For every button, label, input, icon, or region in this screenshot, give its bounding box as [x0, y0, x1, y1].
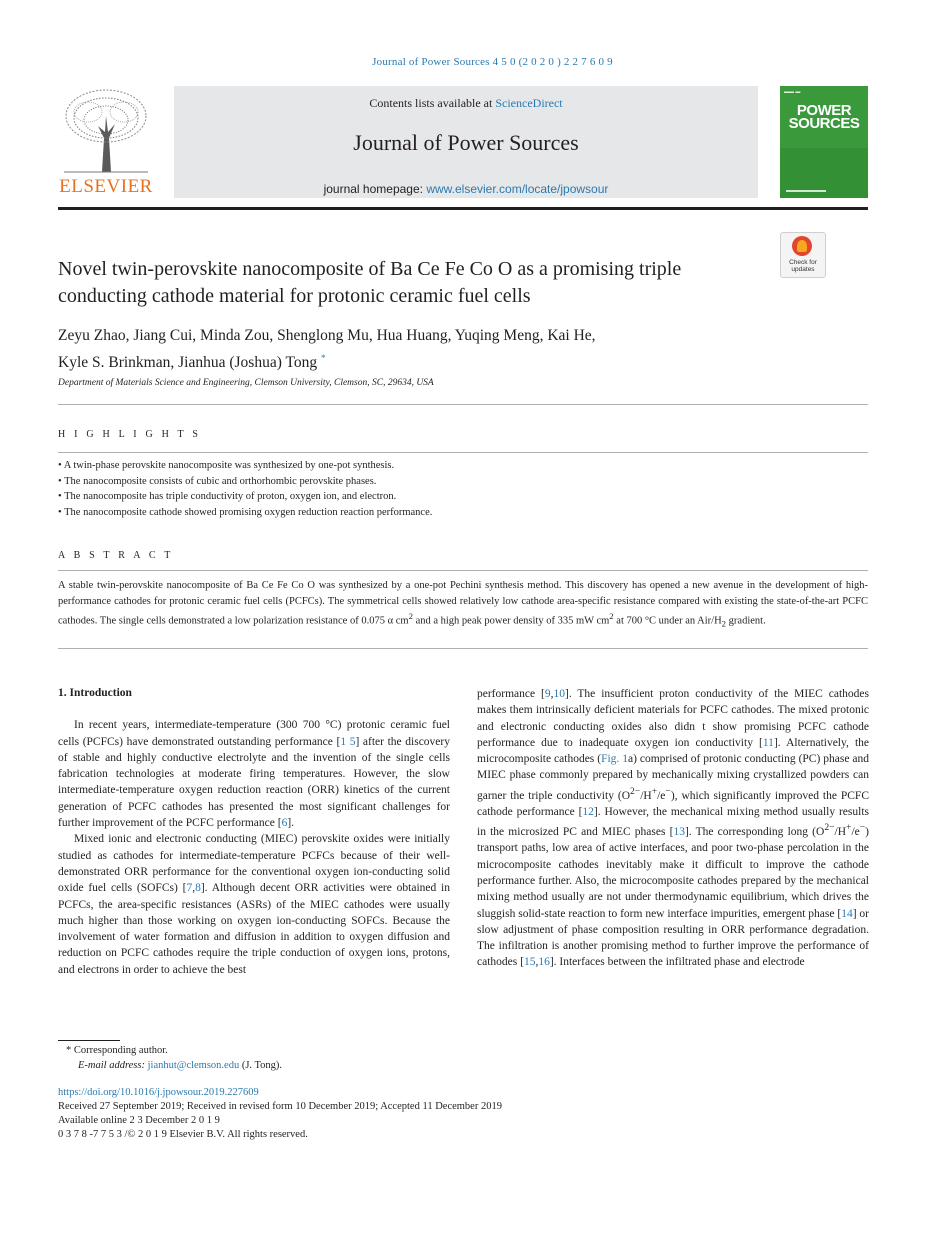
elsevier-wordmark: ELSEVIER	[59, 176, 153, 197]
citation-link[interactable]: 6	[281, 817, 288, 830]
citation-link[interactable]: 10	[553, 688, 565, 700]
corresponding-author-footnote	[66, 1044, 168, 1058]
email-label: E-mail address:	[78, 1060, 145, 1071]
sup-proton-2: +	[846, 822, 852, 834]
intro-r-i: ]. The corresponding long (O	[684, 826, 825, 839]
citation-link[interactable]: 15	[523, 956, 536, 969]
citation-link[interactable]: 12	[582, 805, 594, 818]
article-title: Novel twin-perovskite nanocomposite of Ba Ce Fe Co O as a promising triple conducting cathode material for protonic ceramic fuel cells	[58, 258, 682, 307]
body-right-column	[477, 686, 869, 971]
email-footnote	[78, 1059, 282, 1073]
intro-r-c: ]. Alternatively, the microcomposite cathodes (	[477, 736, 870, 766]
authors-line-1: Zeyu Zhao, Jiang Cui, Minda Zou, Shenglong Mu, Hua Huang, Yuqing Meng, Kai He,	[58, 327, 596, 344]
abstract-label: A B S T R A C T	[58, 550, 174, 561]
figure-link[interactable]: Fig. 1	[601, 753, 628, 766]
available-online: Available online 2 3 December 2 0 1 9	[58, 1115, 220, 1126]
highlight-text-3: The nanocomposite has triple conductivity of proton, oxygen ion, and electron.	[64, 491, 397, 503]
title-divider	[58, 404, 868, 405]
sup-oxide: 2−	[630, 785, 641, 797]
footnote-text: Corresponding author.	[73, 1045, 168, 1056]
sup-electron-2: −	[859, 822, 866, 834]
highlight-text-4: The nanocomposite cathode showed promising oxygen reduction reaction performance.	[64, 507, 433, 519]
intro-r-n: ]. Interfaces between the infiltrated phase and electrode	[549, 956, 805, 969]
intro-r-d: a) comprised of protonic conducting (PC) phase and MIEC phase commonly prepared by mechanically mixing crystallized powders can garner the triple conductivity (O	[477, 753, 869, 802]
introduction-heading: 1. Introduction	[58, 687, 132, 699]
intro-r-e: /H	[640, 789, 652, 802]
citation-link[interactable]: 16	[538, 956, 550, 969]
highlight-item: • The nanocomposite cathode showed promising oxygen reduction reaction performance.	[58, 507, 433, 519]
journal-cover-thumbnail[interactable]	[780, 86, 868, 198]
abstract-sup-2: 2	[609, 611, 614, 621]
intro-paragraph-2: Mixed ionic and electronic conducting (MIEC) perovskite oxides were initially studied as cathodes for intermediate-temperature PCFCs because of their well-demonstrated ORR performance for the conventional oxygen ion-conducting solid oxide fuel cells (SOFCs) [7,8]. Although decent ORR activities were obtained in PCFCs, the area-specific resistances (ASRs) of the MIEC cathodes were usually much higher than those working on oxygen ion-conducting SOFCs. Because the involvement of water formation and diffusion in addition to oxygen diffusion and reduction on PCFC cathodes require the triple conduction of oxygen ions, protons, and electrons in order to achieve the best	[58, 833, 451, 976]
corresponding-author-mark[interactable]: *	[320, 353, 326, 363]
footnote-mark: *	[66, 1045, 72, 1056]
intro-r-b: ]. The insufficient proton conductivity of the MIEC cathodes makes them intrinsically deficient materials for PCFC cathodes. The mixed protonic and electronic conducting oxides also didn t show promising PCFC cathode performance due to inadequate oxygen ion conductivity [	[477, 688, 869, 749]
journal-reference-link[interactable]: Journal of Power Sources 4 5 0 (2 0 2 0 ) 2 2 7 6 0 9	[372, 56, 613, 68]
intro-r-m: ] or slow adjustment of phase composition resulting in ORR performance degradation. The infiltration is another promising method to further improve the performance of cathodes [	[477, 907, 869, 969]
highlight-item: • The nanocomposite has triple conductivity of proton, oxygen ion, and electron.	[58, 491, 397, 503]
affiliation: Department of Materials Science and Engineering, Clemson University, Clemson, SC, 29634, USA	[58, 378, 434, 388]
intro-r-j: /H	[834, 826, 847, 839]
citation-link[interactable]: 8	[195, 882, 201, 895]
journal-homepage-link[interactable]: www.elsevier.com/locate/jpowsour	[426, 182, 609, 196]
highlight-text-1: A twin-phase perovskite nanocomposite was synthesized by one-pot synthesis.	[63, 460, 395, 471]
intro-r-g: ), which significantly improved the PCFC cathode performance [	[477, 789, 869, 818]
author-list	[58, 325, 758, 374]
check-updates-icon	[792, 236, 812, 256]
citation-link[interactable]: 1 5	[340, 735, 356, 748]
abstract-part-4: gradient.	[726, 615, 766, 627]
sup-oxide-2: 2−	[824, 822, 835, 834]
citation-link[interactable]: 9	[544, 688, 551, 700]
check-for-updates-badge[interactable]	[780, 232, 826, 278]
intro-p2-b: ]. Although decent ORR activities were obtained in PCFCs, the area-specific resistances (ASRs) of the MIEC cathodes were usually much higher than those working on oxygen ion-conducting SOFCs. Because the involvement of water formation and diffusion in addition to oxygen diffusion and reduction on PCFC cathodes require the triple conduction of oxygen ions, protons, and electrons in order to achieve the best	[58, 882, 451, 976]
sup-proton: +	[651, 785, 658, 797]
abstract-sup-1: 2	[408, 611, 413, 621]
abstract-divider	[58, 570, 868, 571]
citation-link[interactable]: 14	[841, 907, 853, 920]
citation-link[interactable]: 7	[186, 882, 193, 895]
citation-link[interactable]: 13	[673, 826, 685, 839]
email-suffix: (J. Tong).	[239, 1060, 283, 1071]
intro-p1-b: ] after the discovery of stable and highly conductive electrolyte and the invention of the single cells fabrication technologies at moderate firing temperatures. However, the slow intermediate-temperature oxygen reduction reaction (ORR) kinetics of the current generation of PCFC cathodes has presented the most significant challenges for further improvement of the PCFC performance [	[58, 735, 450, 830]
homepage-prefix: journal homepage:	[323, 182, 427, 196]
journal-masthead	[58, 86, 868, 198]
highlight-item: • A twin-phase perovskite nanocomposite was synthesized by one-pot synthesis.	[58, 460, 395, 471]
elsevier-tree-icon	[58, 86, 154, 174]
sciencedirect-link[interactable]: ScienceDirect	[495, 96, 563, 110]
citation-link[interactable]: 11	[762, 736, 774, 749]
contents-available-line	[174, 96, 758, 111]
email-link[interactable]: jianhut@clemson.edu	[147, 1060, 240, 1071]
abstract-text	[58, 578, 868, 632]
intro-p1-c: ].	[287, 817, 295, 830]
copyright: 0 3 7 8 -7 7 5 3 /© 2 0 1 9 Elsevier B.V. All rights reserved.	[58, 1129, 308, 1140]
body-left-column	[58, 685, 450, 978]
doi-link[interactable]: https://doi.org/10.1016/j.jpowsour.2019.227609	[58, 1087, 259, 1098]
intro-p1-a: In recent years, intermediate-temperature (300 700 °C) protonic ceramic fuel cells (PCFCs) have demonstrated outstanding performance [	[58, 719, 450, 748]
abstract-part-3: at 700 °C under an Air/H	[613, 615, 722, 627]
cover-header-marks: ▬▬ ▬	[784, 89, 801, 95]
sup-electron: −	[665, 785, 671, 797]
intro-r-h: ]. However, the mechanical mixing method usually results in the microsized PC and MIEC phases [	[477, 805, 869, 839]
intro-r-a: performance [	[477, 688, 545, 700]
authors-line-2	[58, 347, 758, 374]
journal-title: Journal of Power Sources	[353, 130, 579, 155]
highlight-item: • The nanocomposite consists of cubic and orthorhombic perovskite phases.	[58, 475, 377, 487]
elsevier-logo[interactable]	[58, 86, 154, 198]
intro-r-k: /e	[851, 826, 860, 839]
authors-line-2-text: Kyle S. Brinkman, Jianhua (Joshua) Tong	[58, 354, 318, 372]
journal-banner	[174, 86, 758, 198]
highlight-text-2: The nanocomposite consists of cubic and orthorhombic perovskite phases.	[64, 475, 377, 487]
intro-r-f: /e	[657, 789, 666, 802]
abstract-unit: α cm	[387, 615, 409, 627]
intro-p2-a: Mixed ionic and electronic conducting (MIEC) perovskite oxides were initially studied as cathodes for intermediate-temperature PCFCs because of their well-demonstrated ORR performance for the conventional oxygen ion-conducting solid oxide fuel cells (SOFCs) [	[58, 833, 450, 895]
journal-homepage-line	[174, 182, 758, 196]
cover-title: POWER SOURCES	[788, 102, 860, 132]
abstract-part-2: and a high peak power density of 335 mW cm	[412, 615, 610, 627]
intro-paragraph-continued: performance [9,10]. The insufficient proton conductivity of the MIEC cathodes makes them intrinsically deficient materials for PCFC cathodes. The mixed protonic and electronic conducting oxides also didn t show promising PCFC cathode performance due to inadequate oxygen ion conductivity [11]. Alternatively, the microcomposite cathodes (Fig. 1a) comprised of protonic conducting (PC) phase and MIEC phase commonly prepared by mechanically mixing crystallized powders can garner the triple conductivity $(O^{2-}/H^+/e^-)$, which significantly improved the PCFC cathode performance [12]. However, the mechanical mixing method usually results in the microsized PC and MIEC phases [13]. The corresponding long $(O^{2-}/H^+/e^-)$ transport paths, low area of active interfaces, and poor two-phase percolation in the microcomposite cathodes inevitably make it difficult to improve the cathode performance further. Also, the microcomposite cathodes prepared by the mechanical mixing method usually are not under thermodynamic equilibrium, which drives the sluggish solid-state reaction to form new interface impurities, emergent phase [14] or slow adjustment of phase composition resulting in ORR performance degradation. The infiltration is another promising method to further improve the performance of cathodes [15,16]. Interfaces between the infiltrated phase and electrode	[477, 688, 870, 969]
cover-decoration-icon	[780, 86, 868, 198]
abstract-end-divider	[58, 648, 868, 649]
received-dates: Received 27 September 2019; Received in revised form 10 December 2019; Accepted 11 December 2019	[58, 1101, 502, 1112]
check-updates-label: Check for updates	[789, 259, 817, 273]
abstract-sub: 2	[721, 618, 727, 629]
intro-paragraph-1	[58, 717, 450, 831]
footnote-rule	[58, 1040, 120, 1041]
highlights-list	[58, 458, 868, 521]
highlights-divider	[58, 452, 868, 453]
abstract-part-1: A stable twin-perovskite nanocomposite of Ba Ce Fe Co O was synthesized by a one-pot Pechini synthesis method. This discovery has opened a new avenue in the development of high-performance cathodes for protonic ceramic fuel cells (PCFCs). The symmetrical cells showed relatively low cathode area-specific resistance compared with existing the state-of-the-art PCFC cathodes. The single cells demonstrated a low polarization resistance of 0.075	[58, 580, 868, 627]
masthead-rule	[58, 207, 868, 210]
highlights-label: H I G H L I G H T S	[58, 429, 202, 440]
contents-prefix: Contents lists available at	[369, 96, 496, 110]
intro-r-l: ) transport paths, low area of active interfaces, and poor two-phase percolation in the microcomposite cathodes inevitably make it difficult to improve the cathode performance further. Also, the microcomposite cathodes prepared by the mechanical mixing method usually are not under thermodynamic equilibrium, which drives the sluggish solid-state reaction to form new interface impurities, emergent phase [	[477, 826, 869, 920]
